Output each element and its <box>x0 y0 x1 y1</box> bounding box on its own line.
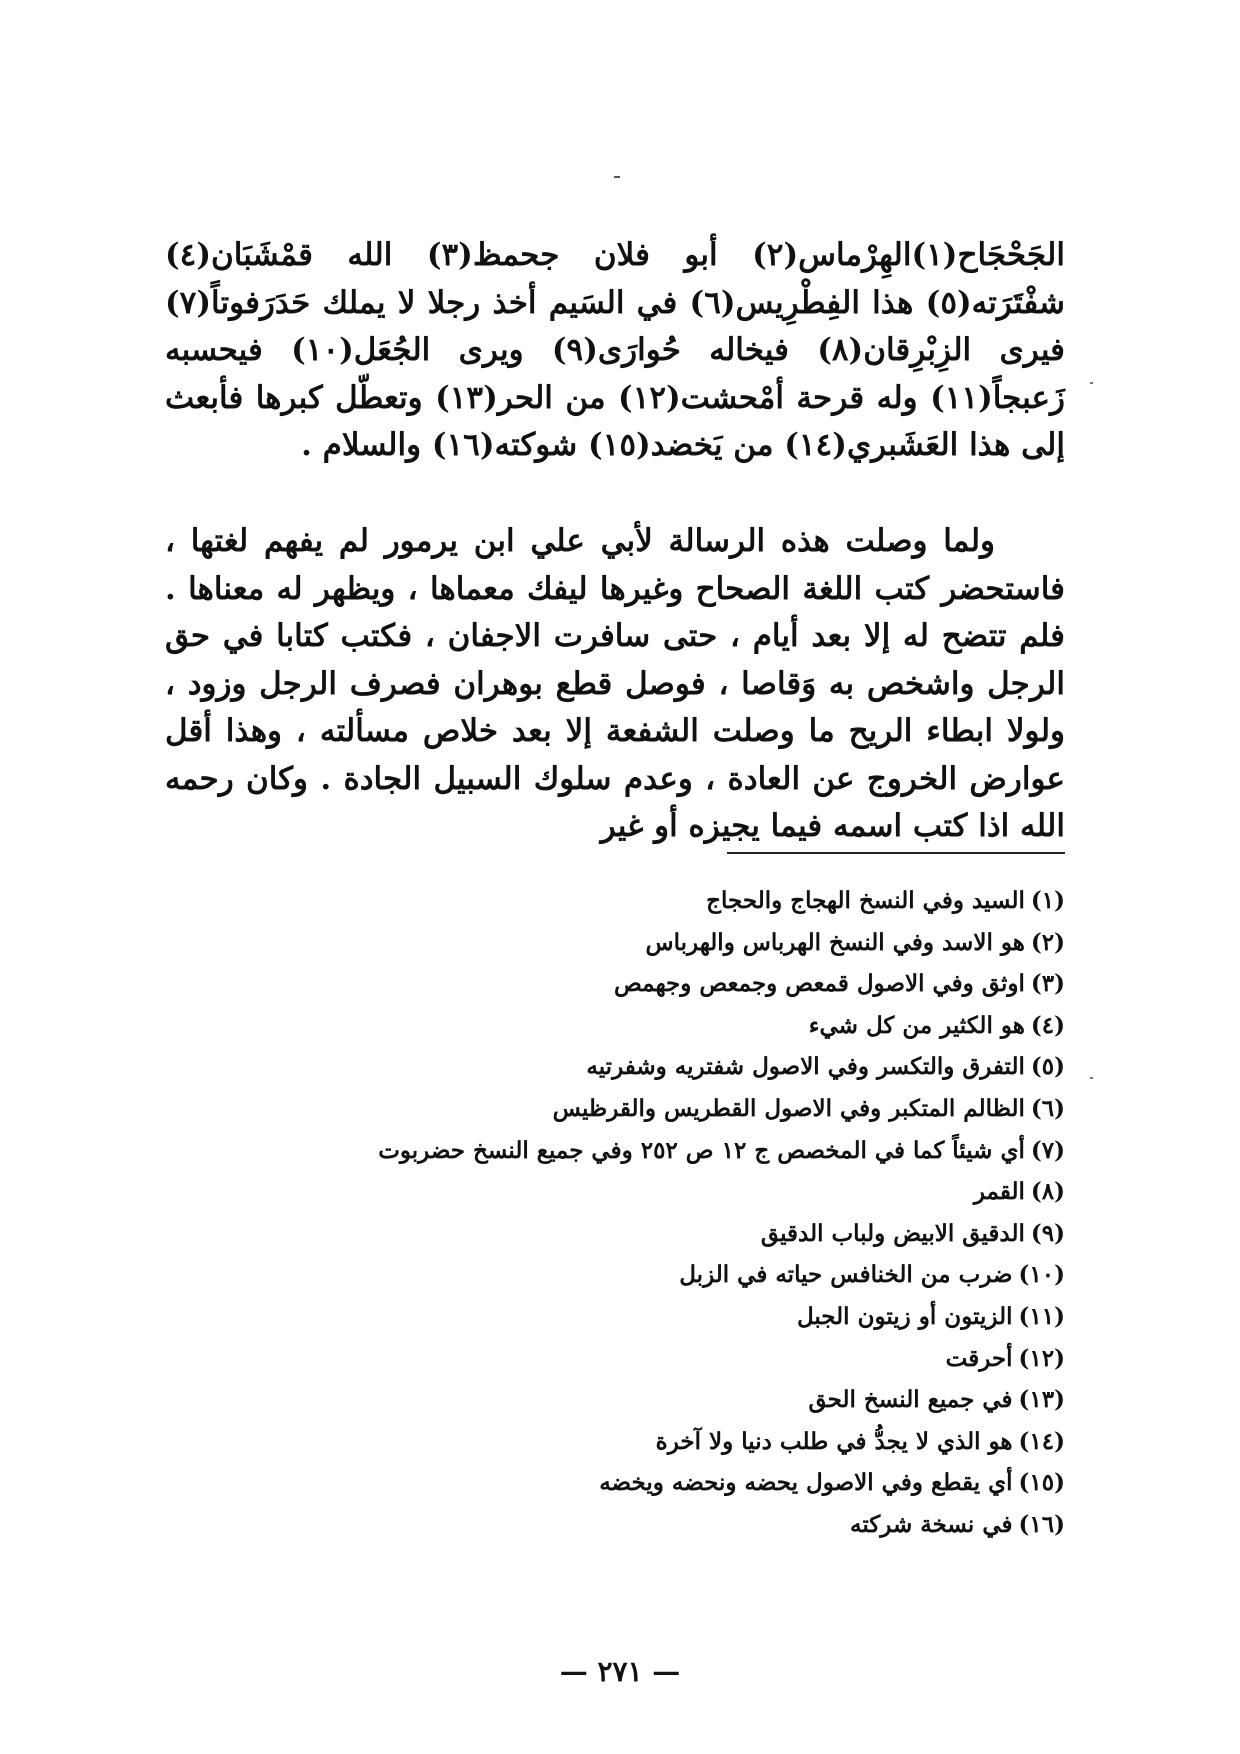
footnote-number: (١٠) <box>1018 1261 1065 1289</box>
footnote-number: (١) <box>1030 887 1065 914</box>
footnote-text: أحرقت <box>945 1344 1013 1372</box>
footnote-text: السيد وفي النسخ الهجاج والحجاج <box>706 887 1025 914</box>
footnote <box>165 1254 1065 1296</box>
footnote <box>165 1130 1065 1172</box>
footnote-text: هو الذي لا يجدُّ في طلب دنيا ولا آخرة <box>655 1427 1013 1455</box>
footnote <box>165 1005 1065 1047</box>
footnote-text: التفرق والتكسر وفي الاصول شفتريه وشفرتيه <box>586 1053 1025 1081</box>
footnote-text: هو الاسد وفي النسخ الهرباس والهرباس <box>645 928 1025 956</box>
footnote-number: (٥) <box>1030 1053 1065 1081</box>
footnote-text: القمر <box>973 1178 1025 1206</box>
footnote-text: أي شيئاً كما في المخصص ج ١٢ ص ٢٥٢ وفي جميع النسخ حضربوت <box>378 1136 1025 1164</box>
footnote <box>165 963 1065 1005</box>
footnote-text: هو الكثير من كل شيء <box>808 1011 1025 1039</box>
footnote <box>165 1046 1065 1088</box>
footnote-number: (٩) <box>1030 1219 1065 1247</box>
footnote-number: (١١) <box>1018 1302 1065 1330</box>
footnote-number: (٤) <box>1030 1011 1065 1039</box>
footnote-text: الدقيق الابيض ولباب الدقيق <box>760 1219 1025 1247</box>
stray-mark <box>614 176 620 178</box>
page-number: — ٢٧١ — <box>559 1655 681 1688</box>
footnote-number: (١٤) <box>1018 1427 1065 1455</box>
paragraph-1-text: الجَحْجَاح(١)الهِرْماس(٢) أبو فلان جحمظ(٣) الله قمْشَبَان(٤) شفْتَرَته(٥) هذا الفِطْرِيس(٦) في السَيم أخذ رجلا لا يملك حَدَرَفوتاً(٧) فيرى الزِبْرِقان(٨) فيخاله حُوارَى(٩) ويرى الجُعَل(١٠) فيحسبه زَعبجاً(١١) وله قرحة أمْحشت(١٢) من الحر(١٣) وتعطّل كبرها فأبعث إلى هذا العَشَبري(١٤) من يَخضد(١٥) شوكته(١٦) والسلام . <box>165 237 1066 463</box>
footnotes-list <box>165 880 1065 1546</box>
footnote-separator <box>727 852 1065 854</box>
footnote <box>165 1379 1065 1421</box>
footnote-number: (٢) <box>1030 928 1065 956</box>
footnote-number: (٧) <box>1030 1136 1065 1164</box>
footnote-text: في جميع النسخ الحق <box>808 1386 1013 1414</box>
footnote-text: الزيتون أو زيتون الجبل <box>796 1302 1013 1330</box>
footnote <box>165 922 1065 964</box>
footnote-number: (٨) <box>1030 1178 1065 1206</box>
main-paragraph-2 <box>165 518 1065 851</box>
main-paragraph-1 <box>165 232 1065 470</box>
footnote <box>165 1421 1065 1463</box>
footnote-number: (١٢) <box>1018 1344 1065 1372</box>
footnote <box>165 1462 1065 1504</box>
footnote-text: في نسخة شركته <box>850 1510 1013 1538</box>
footnote <box>165 1338 1065 1380</box>
footnote-text: اوثق وفي الاصول قمعص وجمعص وجهمص <box>613 970 1025 998</box>
footnote-text: الظالم المتكبر وفي الاصول القطريس والقرظيس <box>552 1094 1025 1122</box>
footnote <box>165 1213 1065 1255</box>
footnote-number: (١٦) <box>1018 1510 1065 1538</box>
footnote-number: (٣) <box>1030 970 1065 998</box>
footnote-text: أي يقطع وفي الاصول يحضه ونحضه ويخضه <box>599 1469 1013 1497</box>
footnote <box>165 880 1065 922</box>
footnote-number: (١٥) <box>1018 1469 1065 1497</box>
edge-mark <box>1090 382 1093 384</box>
paragraph-2-text: ولما وصلت هذه الرسالة لأبي علي ابن يرمور لم يفهم لغتها ، فاستحضر كتب اللغة الصحاح وغيرها ليفك معماها ، ويظهر له معناها . فلم تتضح له إلا بعد أيام ، حتى سافرت الاجفان ، فكتب كتابا في حق الرجل واشخص به وَقاصا ، فوصل قطع بوهران فصرف الرجل وزود ، ولولا ابطاء الريح ما وصلت الشفعة إلا بعد خلاص مسألته ، وهذا أقل عوارض الخروج عن العادة ، وعدم سلوك السبيل الجادة . وكان رحمه الله اذا كتب اسمه فيما يجيزه أو غير <box>165 523 1065 844</box>
edge-mark <box>1090 1077 1093 1079</box>
footnote-number: (٦) <box>1030 1094 1065 1122</box>
footnote <box>165 1296 1065 1338</box>
footnote <box>165 1088 1065 1130</box>
footnote <box>165 1171 1065 1213</box>
footnote-number: (١٣) <box>1018 1386 1065 1414</box>
footnote <box>165 1504 1065 1546</box>
footnote-text: ضرب من الخنافس حياته في الزبل <box>679 1261 1013 1289</box>
